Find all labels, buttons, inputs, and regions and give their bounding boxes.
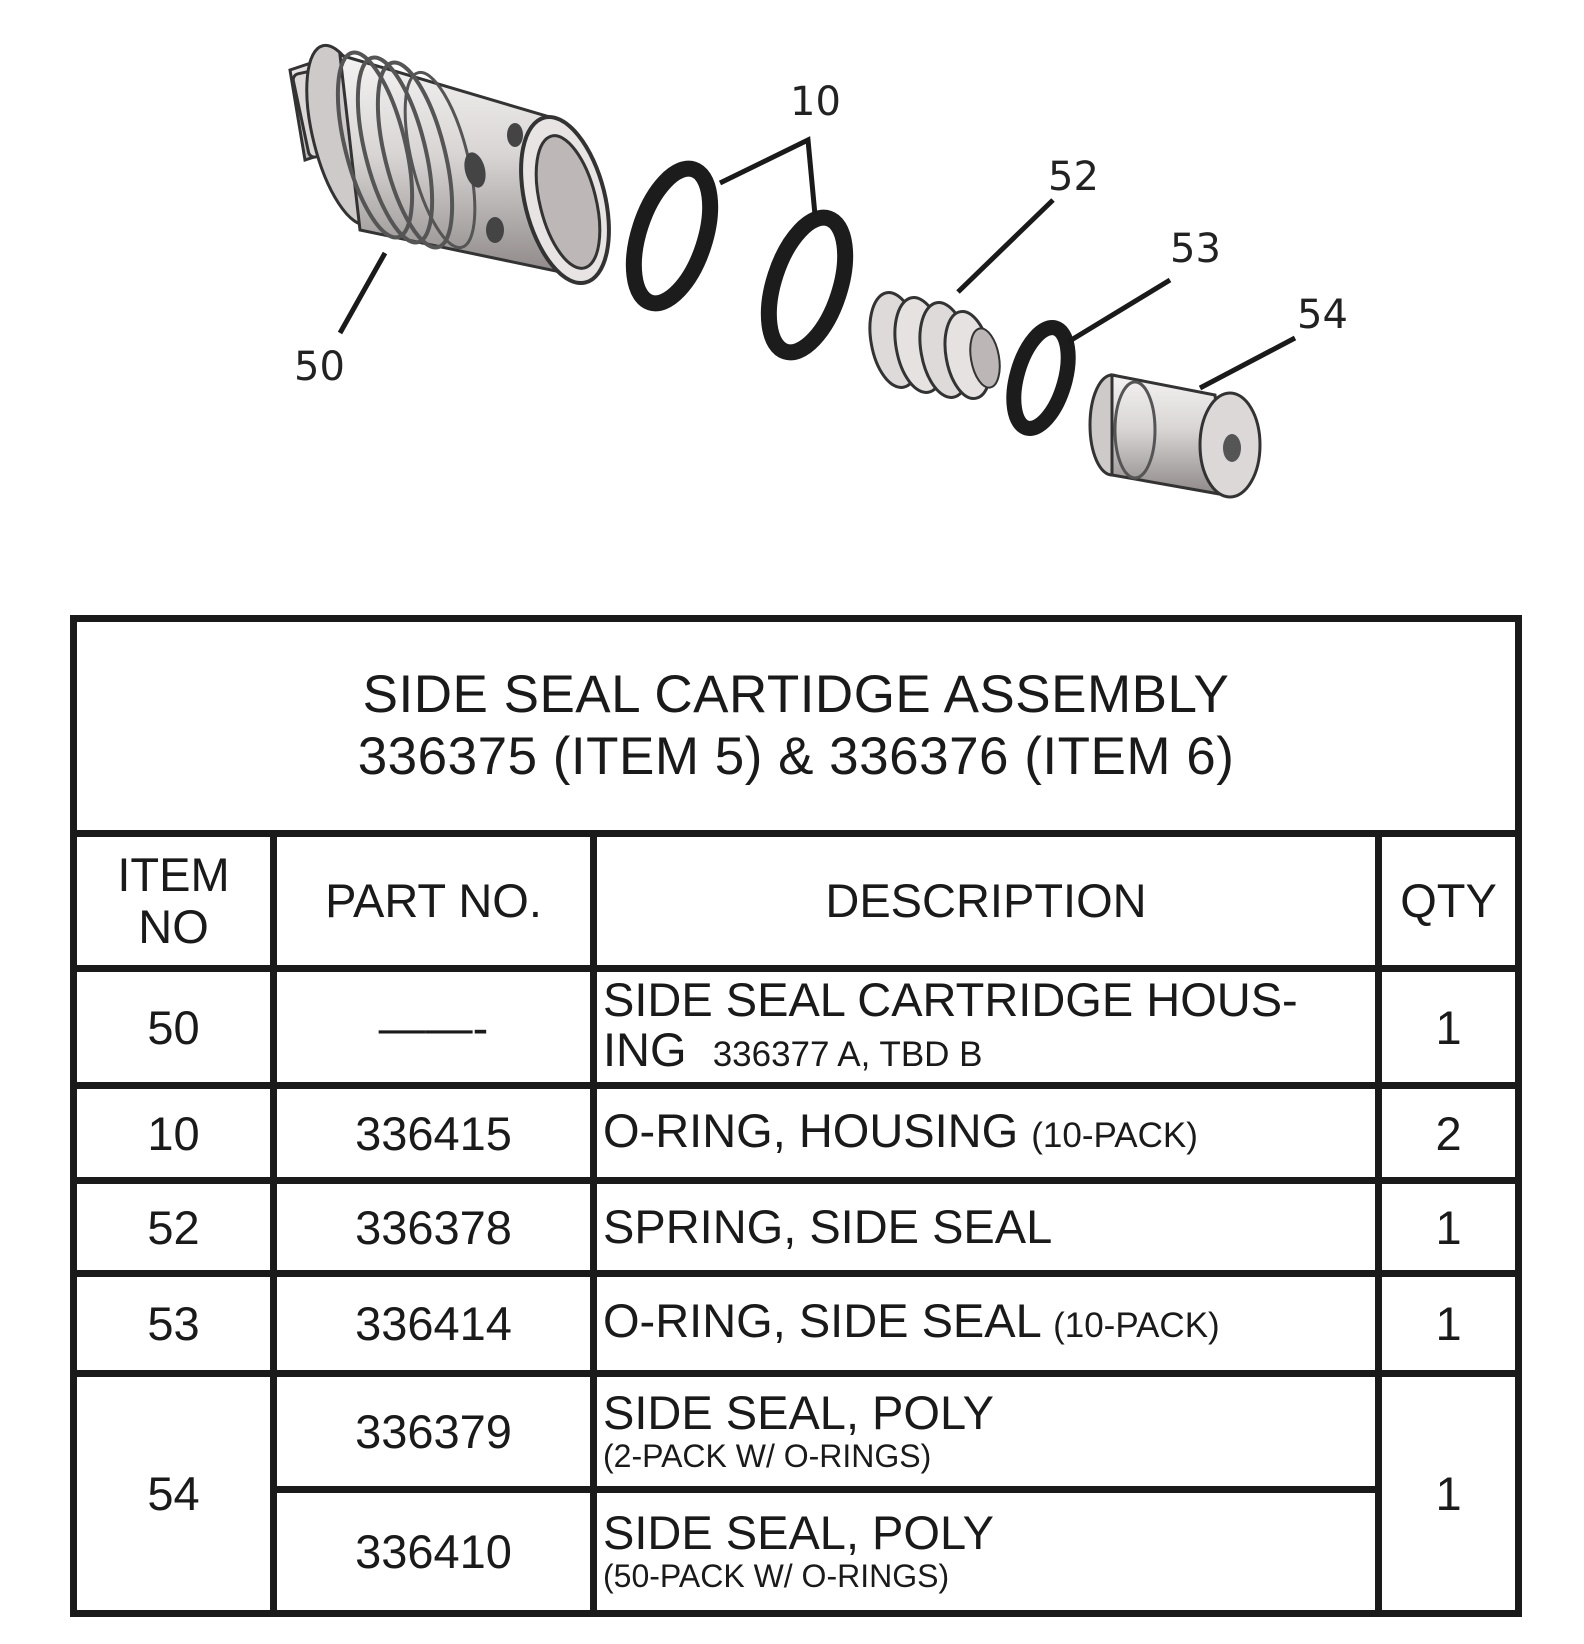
part-no-cell: ——- xyxy=(274,968,594,1086)
description-note: (10-PACK) xyxy=(1031,1115,1198,1155)
callout-10: 10 xyxy=(790,79,841,125)
side-seal-o-ring-part xyxy=(1004,321,1079,434)
table-row xyxy=(74,1373,1519,1489)
description-note: 336377 A, TBD B xyxy=(712,1034,983,1074)
description-cell: O-RING, HOUSING (10-PACK) xyxy=(594,1086,1379,1181)
exploded-parts-diagram xyxy=(0,0,1584,560)
item-no-cell: 10 xyxy=(74,1086,274,1181)
part-no-cell: 336378 xyxy=(274,1181,594,1274)
item-no-cell: 54 xyxy=(74,1373,274,1613)
housing-o-rings-part xyxy=(619,159,860,362)
qty-cell: 1 xyxy=(1379,1181,1519,1274)
description-cell: O-RING, SIDE SEAL (10-PACK) xyxy=(594,1273,1379,1373)
table-row xyxy=(74,1181,1519,1274)
header-description: DESCRIPTION xyxy=(594,833,1379,968)
description-cell: SIDE SEAL CARTRIDGE HOUS- ING 336377 A, TBD B xyxy=(594,968,1379,1086)
header-part-no: PART NO. xyxy=(274,833,594,968)
part-no-cell: 336415 xyxy=(274,1086,594,1181)
table-row xyxy=(74,968,1519,1086)
item-no-cell: 50 xyxy=(74,968,274,1086)
table-row xyxy=(74,1489,1519,1613)
table-title xyxy=(74,619,1519,834)
callout-50: 50 xyxy=(294,344,345,390)
assembly-part-numbers: 336375 (ITEM 5) & 336376 (ITEM 6) xyxy=(357,726,1235,786)
qty-cell: 1 xyxy=(1379,1373,1519,1613)
callout-53: 53 xyxy=(1170,226,1221,272)
description-cell: SPRING, SIDE SEAL xyxy=(594,1181,1379,1274)
description-note: (50-PACK W/ O-RINGS) xyxy=(603,1558,950,1595)
side-seal-spring-part xyxy=(863,289,1004,403)
header-qty: QTY xyxy=(1379,833,1519,968)
description-note: (10-PACK) xyxy=(1053,1305,1220,1345)
description-cell: SIDE SEAL, POLY (2-PACK W/ O-RINGS) xyxy=(594,1373,1379,1489)
callout-54: 54 xyxy=(1297,292,1348,338)
parts-table xyxy=(70,615,1522,1617)
qty-cell: 2 xyxy=(1379,1086,1519,1181)
part-no-cell: 336410 xyxy=(274,1489,594,1613)
part-no-cell: 336414 xyxy=(274,1273,594,1373)
part-no-cell: 336379 xyxy=(274,1373,594,1489)
table-row xyxy=(74,1086,1519,1181)
item-no-cell: 52 xyxy=(74,1181,274,1274)
description-note: (2-PACK W/ O-RINGS) xyxy=(603,1438,932,1475)
table-row xyxy=(74,1273,1519,1373)
callout-52: 52 xyxy=(1048,154,1099,200)
description-cell: SIDE SEAL, POLY (50-PACK W/ O-RINGS) xyxy=(594,1489,1379,1613)
qty-cell: 1 xyxy=(1379,1273,1519,1373)
header-item-no: ITEM NO xyxy=(74,833,274,968)
poly-side-seal-part xyxy=(1090,375,1260,497)
qty-cell: 1 xyxy=(1379,968,1519,1086)
assembly-title: SIDE SEAL CARTIDGE ASSEMBLY xyxy=(362,664,1230,724)
cartridge-housing-part xyxy=(290,38,624,292)
item-no-cell: 53 xyxy=(74,1273,274,1373)
